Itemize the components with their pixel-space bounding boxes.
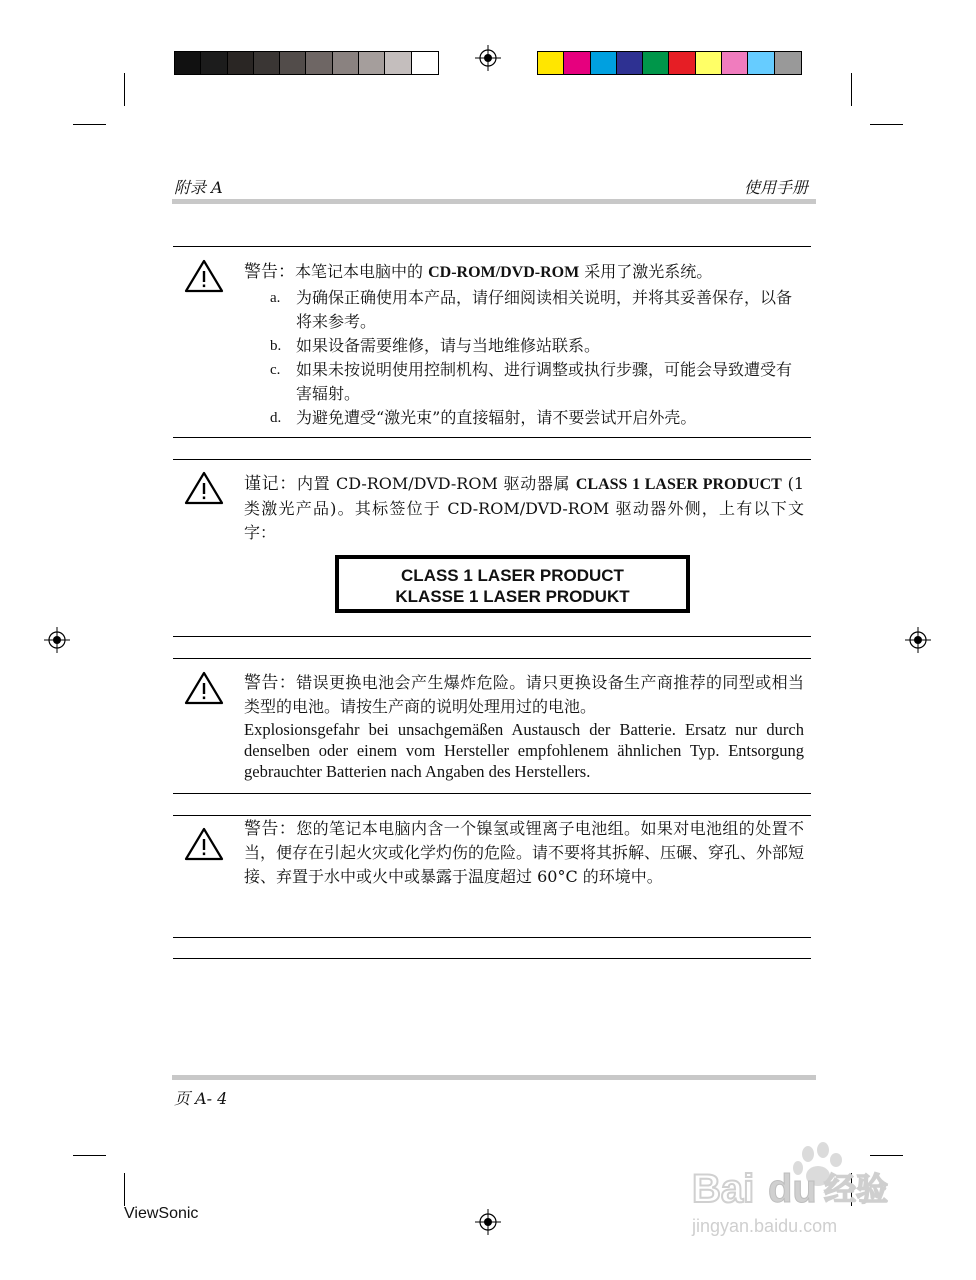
divider xyxy=(173,459,811,460)
color-swatch xyxy=(722,52,748,74)
page-number: 页 A- 4 xyxy=(174,1089,228,1108)
warning-laser-intro: 警告：本笔记本电脑中的 CD-ROM/DVD-ROM 采用了激光系统。 xyxy=(244,262,713,282)
crop-mark xyxy=(124,1173,125,1206)
gray-swatch-bar xyxy=(174,51,439,75)
gray-swatch xyxy=(359,52,385,74)
registration-mark-icon xyxy=(475,45,501,71)
crop-mark xyxy=(851,73,852,106)
caution-laser-class: 谨记：内置 CD-ROM/DVD-ROM 驱动器属 CLASS 1 LASER PRODUCT (1 类激光产品)。其标签位于 CD-ROM/DVD-ROM 驱动器外侧，上有以下文字： xyxy=(244,474,804,542)
gray-swatch xyxy=(280,52,306,74)
divider xyxy=(173,793,811,794)
gray-swatch xyxy=(228,52,254,74)
drive-name: CD-ROM/DVD-ROM xyxy=(428,264,580,281)
color-swatch xyxy=(643,52,669,74)
gray-swatch xyxy=(201,52,227,74)
brand-name: ViewSonic xyxy=(124,1205,199,1222)
header-rule xyxy=(172,199,816,204)
color-swatch xyxy=(748,52,774,74)
svg-text:Bai: Bai xyxy=(692,1167,755,1211)
warning-label: 警告： xyxy=(244,262,295,282)
divider xyxy=(173,437,811,438)
crop-mark xyxy=(73,1155,106,1156)
warning-label: 警告： xyxy=(244,819,297,839)
crop-mark xyxy=(124,73,125,106)
gray-swatch xyxy=(306,52,332,74)
registration-mark-icon xyxy=(475,1209,501,1235)
color-swatch xyxy=(564,52,590,74)
gray-swatch xyxy=(254,52,280,74)
color-swatch xyxy=(775,52,801,74)
caution-label: 谨记： xyxy=(244,474,297,494)
svg-text:经验: 经验 xyxy=(824,1170,889,1208)
color-swatch xyxy=(617,52,643,74)
list-item: c. 如果未按说明使用控制机构、进行调整或执行步骤，可能会导致遭受有害辐射。 xyxy=(270,360,793,403)
divider xyxy=(173,636,811,637)
registration-mark-icon xyxy=(44,627,70,653)
warning-laser-list xyxy=(270,286,806,430)
list-item: a. 为确保正确使用本产品，请仔细阅读相关说明，并将其妥善保存，以备将来参考。 xyxy=(270,288,793,331)
svg-text:jingyan.baidu.com: jingyan.baidu.com xyxy=(692,1216,838,1236)
gray-swatch xyxy=(385,52,411,74)
header-left: 附录 A xyxy=(174,178,223,197)
warning-triangle-icon xyxy=(183,670,225,706)
warning-label: 警告： xyxy=(244,673,297,693)
laser-class: CLASS 1 LASER PRODUCT xyxy=(575,476,782,493)
warning-triangle-icon xyxy=(183,826,225,862)
color-swatch xyxy=(538,52,564,74)
warning-battery-pack: 警告：您的笔记本电脑内含一个镍氢或锂离子电池组。如果对电池组的处置不当，便存在引起火灾或化学灼伤的危险。请不要将其拆解、压碾、穿孔、外部短接、弃置于水中或火中或暴露于温度超过 60°C 的环境中。 xyxy=(244,819,805,886)
divider xyxy=(173,658,811,659)
laser-product-label: CLASS 1 LASER PRODUCT KLASSE 1 LASER PRODUKT xyxy=(335,555,690,613)
color-swatch xyxy=(591,52,617,74)
warning-triangle-icon xyxy=(183,258,225,294)
divider xyxy=(173,958,811,959)
divider xyxy=(173,246,811,247)
crop-mark xyxy=(870,124,903,125)
color-swatch xyxy=(669,52,695,74)
divider xyxy=(173,937,811,938)
color-swatch-bar xyxy=(537,51,802,75)
warning-battery-german: Explosionsgefahr bei unsachgemäßen Austausch der Batterie. Ersatz nur durch denselben oder einem vom Hersteller empfohlenem ähnlichen Typ. Entsorgung gebrauchter Batterien nach Angaben des Herstellers. xyxy=(244,720,804,781)
baidu-jingyan-watermark xyxy=(690,1140,930,1250)
footer-rule xyxy=(172,1075,816,1080)
divider xyxy=(173,815,811,816)
gray-swatch xyxy=(175,52,201,74)
warning-triangle-icon xyxy=(183,470,225,506)
svg-text:du: du xyxy=(768,1167,817,1211)
crop-mark xyxy=(73,124,106,125)
list-item: b. 如果设备需要维修，请与当地维修站联系。 xyxy=(270,336,601,355)
color-swatch xyxy=(696,52,722,74)
list-item: d. 为避免遭受“激光束”的直接辐射，请不要尝试开启外壳。 xyxy=(270,408,697,427)
gray-swatch xyxy=(333,52,359,74)
header-right: 使用手册 xyxy=(744,178,809,197)
gray-swatch xyxy=(412,52,438,74)
warning-battery-replace: 警告：错误更换电池会产生爆炸危险。请只更换设备生产商推荐的同型或相当类型的电池。请按生产商的说明处理用过的电池。 xyxy=(244,673,804,716)
registration-mark-icon xyxy=(905,627,931,653)
